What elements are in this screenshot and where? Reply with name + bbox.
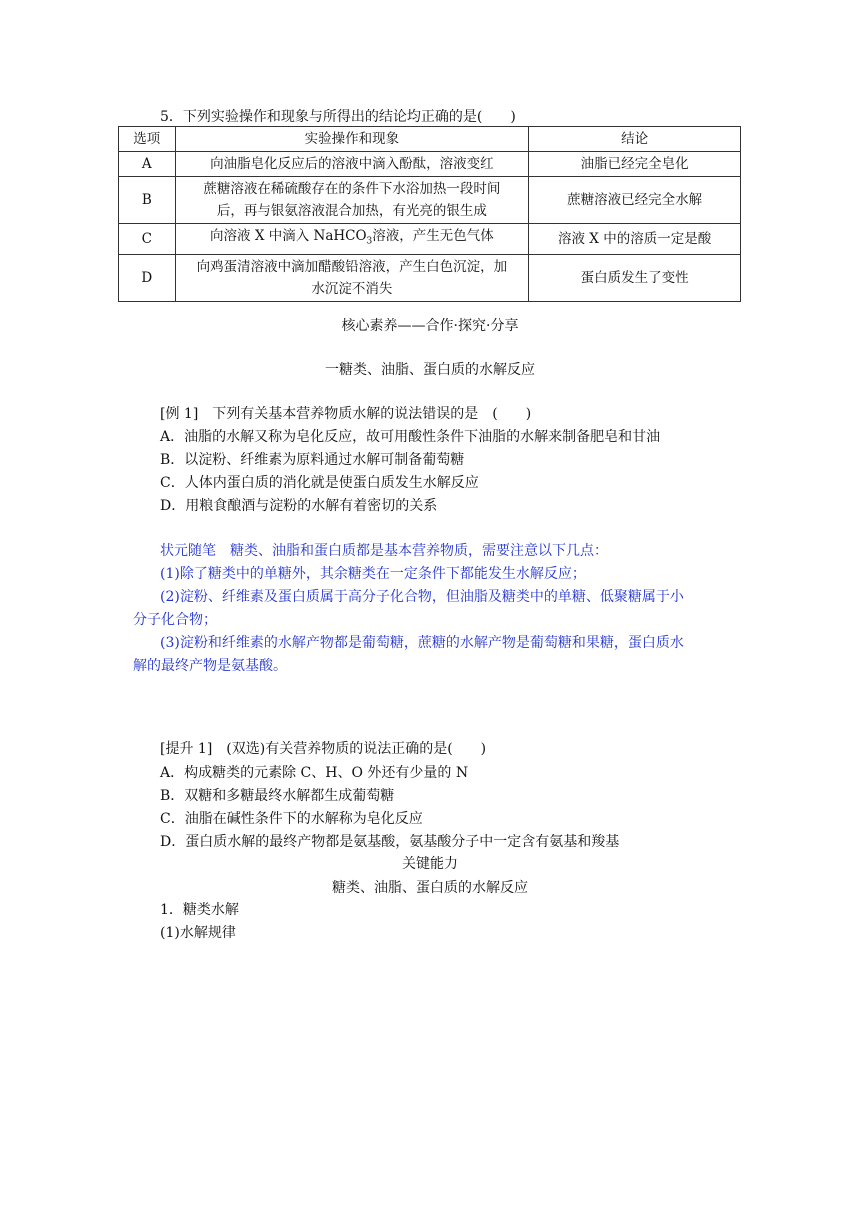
practice-option-b: B．双糖和多糖最终水解都生成葡萄糖 (160, 788, 395, 804)
header-operation: 实验操作和现象 (175, 127, 529, 152)
note-line: 分子化合物； (133, 612, 217, 628)
row-conclusion: 蛋白质发生了变性 (529, 254, 741, 301)
operation-text: 溶液，产生无色气体 (372, 228, 494, 244)
section-subheading: 一糖类、油脂、蛋白质的水解反应 (325, 362, 535, 378)
example-option-c: C．人体内蛋白质的消化就是使蛋白质发生水解反应 (160, 475, 479, 491)
header-option: 选项 (119, 127, 176, 152)
table-header-row (119, 127, 741, 152)
section-heading: 关键能力 (402, 856, 458, 872)
operation-line: 后，再与银氨溶液混合加热，有光亮的银生成 (216, 203, 487, 219)
note-line: (3)淀粉和纤维素的水解产物都是葡萄糖，蔗糖的水解产物是葡萄糖和果糖，蛋白质水 (160, 635, 684, 651)
operation-line: 水沉淀不消失 (311, 280, 393, 297)
q5-table (118, 126, 741, 302)
operation-line: 蔗糖溶液在稀硫酸存在的条件下水浴加热一段时间 (203, 181, 501, 197)
example-option-d: D．用粮食酿酒与淀粉的水解有着密切的关系 (160, 498, 438, 514)
practice-option-a: A．构成糖类的元素除 C、H、O 外还有少量的 N (160, 765, 469, 781)
row-option: D (119, 254, 176, 301)
header-conclusion: 结论 (529, 127, 741, 152)
row-option: A (119, 152, 176, 177)
section-subheading: 糖类、油脂、蛋白质的水解反应 (332, 880, 528, 896)
practice-stem: [提升 1] (双选)有关营养物质的说法正确的是( ) (160, 741, 487, 757)
subscript: 3 (366, 236, 373, 247)
note-line: (1)除了糖类中的单糖外，其余糖类在一定条件下都能发生水解反应； (160, 566, 586, 582)
row-operation (175, 254, 529, 301)
operation-text: 向溶液 X 中滴入 NaHCO (210, 228, 367, 244)
section-heading: 核心素养——合作·探究·分享 (341, 318, 519, 334)
item-subheading: (1)水解规律 (160, 925, 236, 941)
practice-option-d: D．蛋白质水解的最终产物都是氨基酸，氨基酸分子中一定含有氨基和羧基 (160, 834, 620, 850)
row-operation (175, 224, 529, 255)
row-operation: 向油脂皂化反应后的溶液中滴入酚酞，溶液变红 (175, 152, 529, 177)
row-conclusion: 油脂已经完全皂化 (529, 152, 741, 177)
row-operation (175, 177, 529, 224)
example-stem: [例 1] 下列有关基本营养物质水解的说法错误的是 ( ) (160, 406, 532, 422)
example-option-b: B．以淀粉、纤维素为原料通过水解可制备葡萄糖 (160, 452, 465, 468)
operation-line: 向鸡蛋清溶液中滴加醋酸铅溶液，产生白色沉淀，加 (196, 258, 508, 275)
row-option: C (119, 224, 176, 255)
table-row (119, 152, 741, 177)
item-heading: 1．糖类水解 (160, 902, 239, 918)
table-row (119, 254, 741, 301)
q5-stem: 5．下列实验操作和现象与所得出的结论均正确的是( ) (160, 109, 516, 125)
row-option: B (119, 177, 176, 224)
note-line: 解的最终产物是氨基酸。 (133, 658, 287, 674)
row-conclusion: 溶液 X 中的溶质一定是酸 (529, 224, 741, 255)
note-title: 状元随笔 糖类、油脂和蛋白质都是基本营养物质，需要注意以下几点： (160, 543, 608, 559)
example-option-a: A．油脂的水解又称为皂化反应，故可用酸性条件下油脂的水解来制备肥皂和甘油 (160, 429, 661, 445)
table-row (119, 224, 741, 255)
note-line: (2)淀粉、纤维素及蛋白质属于高分子化合物，但油脂及糖类中的单糖、低聚糖属于小 (160, 589, 684, 605)
row-conclusion: 蔗糖溶液已经完全水解 (529, 177, 741, 224)
table-row (119, 177, 741, 224)
practice-option-c: C．油脂在碱性条件下的水解称为皂化反应 (160, 811, 423, 827)
